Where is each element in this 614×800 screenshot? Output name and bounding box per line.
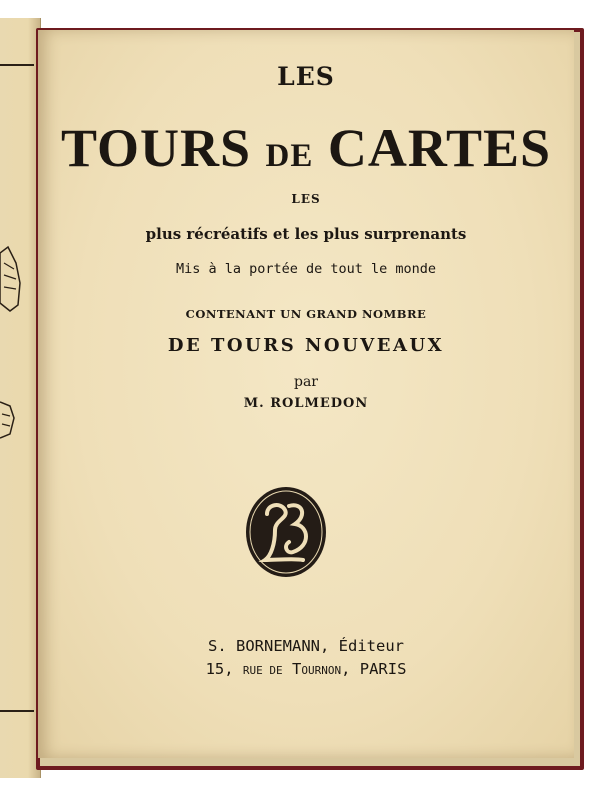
title-word-tours: TOURS xyxy=(60,118,252,178)
address-rue: RUE DE xyxy=(242,664,283,677)
subtitle-les: LES xyxy=(291,192,321,206)
address-tournon-initial: T xyxy=(292,660,302,678)
facing-page xyxy=(0,18,41,778)
publisher-monogram-emblem xyxy=(245,486,327,578)
title-les: LES xyxy=(277,62,335,91)
author-name: M. ROLMEDON xyxy=(243,396,369,411)
tours-nouveaux-line: DE TOURS NOUVEAUX xyxy=(167,335,445,356)
par-line: par xyxy=(293,374,318,390)
address-tournon-rest: OURNON xyxy=(301,664,342,677)
book-title xyxy=(38,118,574,186)
publisher-address xyxy=(38,660,574,678)
emblem-letters xyxy=(245,579,327,580)
publisher-line: S. BORNEMANN, Éditeur xyxy=(208,637,404,655)
hand-illustration-icon xyxy=(0,223,26,323)
title-word-cartes: CARTES xyxy=(327,118,552,178)
subtitle-line-1: plus récréatifs et les plus surprenants xyxy=(145,225,467,243)
subtitle-line-2: Mis à la portée de tout le monde xyxy=(175,261,437,277)
address-number: 15, xyxy=(205,660,234,678)
facing-page-rule-top xyxy=(0,64,34,66)
hand-illustration-lower-icon xyxy=(0,396,20,444)
facing-page-rule-bottom xyxy=(0,710,34,712)
contenant-line: CONTENANT UN GRAND NOMBRE xyxy=(185,307,427,321)
address-city: , PARIS xyxy=(341,660,407,678)
title-word-de: DE xyxy=(265,138,314,174)
